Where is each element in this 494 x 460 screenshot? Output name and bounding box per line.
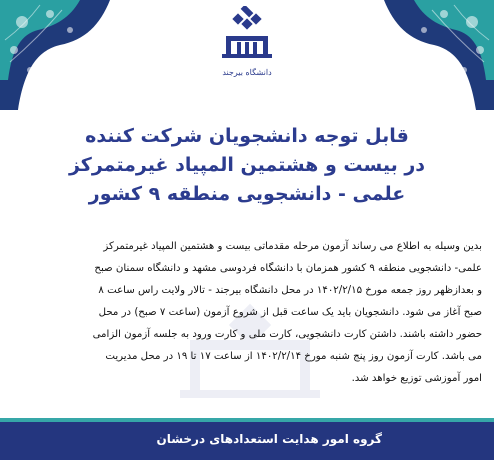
- title-line: قابل توجه دانشجویان شرکت کننده: [85, 125, 409, 147]
- corner-ornament-left: [0, 0, 110, 110]
- corner-ornament-right: [384, 0, 494, 110]
- footer-bar: [0, 422, 494, 460]
- footer-text: گروه امور هدایت استعدادهای درخشان: [156, 432, 382, 446]
- body-line: امور آموزشی توزیع خواهد شد.: [351, 373, 482, 384]
- logo-caption: دانشگاه بیرجند: [222, 68, 272, 77]
- body-line: صبح آغاز می شود. دانشجویان باید یک ساعت قبل از شروع آزمون (ساعت ۷ صبح) در محل: [98, 307, 482, 318]
- announcement-title: [20, 122, 474, 209]
- announcement-body: [12, 236, 482, 396]
- title-line: در بیست و هشتمین المپیاد غیرمتمرکز: [68, 154, 426, 176]
- body-line: می باشد. کارت آزمون روز پنج شنبه مورخ ۱۴۰۲/۲/۱۴ از ساعت ۱۷ تا ۱۹ در محل مدیریت: [105, 351, 482, 362]
- body-line: حضور داشته باشند. داشتن کارت دانشجویی، کارت ملی و کارت ورود به جلسه آزمون الزامی: [92, 329, 482, 340]
- body-line: و بعدازظهر روز جمعه مورخ ۱۴۰۲/۲/۱۵ در محل دانشگاه بیرجند - تالار ولایت راس ساعت ۸: [98, 285, 482, 296]
- body-line: علمی- دانشجویی منطقه ۹ کشور همزمان با دانشگاه فردوسی مشهد و دانشگاه سمنان صبح: [94, 263, 482, 274]
- title-line: علمی - دانشجویی منطقه ۹ کشور: [88, 183, 406, 205]
- body-line: بدین وسیله به اطلاع می رساند آزمون مرحله مقدماتی بیست و هشتمین المپیاد غیرمتمرکز: [103, 241, 482, 252]
